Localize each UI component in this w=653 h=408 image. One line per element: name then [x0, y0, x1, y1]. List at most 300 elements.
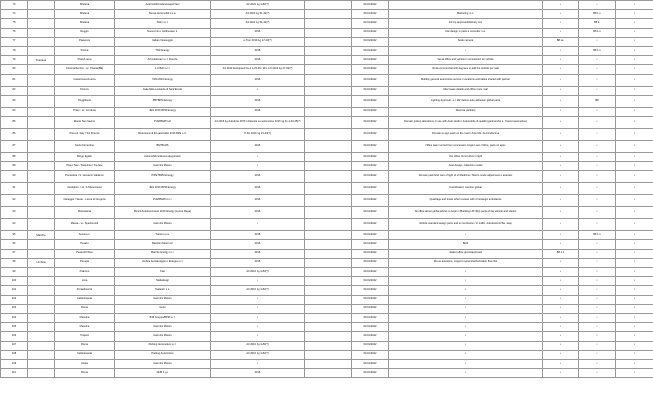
- flag-cell-3[interactable]: •: [616, 240, 653, 249]
- company-cell[interactable]: Garmiini Motors: [115, 162, 211, 171]
- note-cell[interactable]: Mo-ve autostore, support system/authorization flow this: [389, 258, 543, 267]
- date-cell[interactable]: 01/01/2022: [352, 304, 389, 313]
- city-cell[interactable]: Piacenza: [55, 37, 115, 46]
- date-cell[interactable]: 01/01/2022: [352, 249, 389, 258]
- company-cell[interactable]: TAM 2016 Energy: [115, 74, 211, 86]
- note-cell[interactable]: •: [389, 268, 543, 277]
- flag-cell-1[interactable]: •: [543, 350, 579, 359]
- row-number-cell[interactable]: 103: [1, 304, 28, 313]
- flag-cell-3[interactable]: •: [616, 56, 653, 65]
- flag-cell-1[interactable]: •: [543, 95, 579, 107]
- vehicle-cell[interactable]: A3 2022 1g 51-42(?): [211, 19, 305, 28]
- note-cell[interactable]: After lease details and office route mail: [389, 86, 543, 95]
- vehicle-cell[interactable]: 2016: [211, 183, 305, 195]
- city-cell[interactable]: Sesto Fiorentino: [55, 140, 115, 152]
- flag-cell-1[interactable]: •: [543, 341, 579, 350]
- vehicle-cell[interactable]: 2016: [211, 46, 305, 55]
- flag-cell-1[interactable]: B8 1.1: [543, 249, 579, 258]
- city-cell[interactable]: Messina: [55, 323, 115, 332]
- flag-cell-3[interactable]: •: [616, 369, 653, 378]
- flag-cell-3[interactable]: •: [616, 162, 653, 171]
- flag-cell-1[interactable]: •: [543, 19, 579, 28]
- vehicle-cell[interactable]: A3 2016 1g Autoforte 4970 / Altavista sa automotive 2016 1g 4s 1-23-45(?): [211, 116, 305, 128]
- flag-cell-1[interactable]: •: [543, 313, 579, 322]
- region-cell[interactable]: [28, 304, 55, 313]
- company-cell[interactable]: Garmiini Motors: [115, 332, 211, 341]
- row-number-cell[interactable]: 95: [1, 231, 28, 240]
- date-cell[interactable]: 01/01/2022: [352, 128, 389, 140]
- date-cell[interactable]: 01/01/2022: [352, 341, 389, 350]
- note-cell[interactable]: •: [389, 277, 543, 286]
- flag-cell-3[interactable]: •: [616, 195, 653, 207]
- company-cell[interactable]: PIPETBPM Energy: [115, 171, 211, 183]
- rating-cell[interactable]: [305, 162, 352, 171]
- note-cell[interactable]: Coordinated, mention global: [389, 183, 543, 195]
- note-cell[interactable]: •: [389, 359, 543, 368]
- city-cell[interactable]: Pontedera / S. Giovanni Valdarno: [55, 171, 115, 183]
- company-cell[interactable]: 1-0 B2C s.r.l.: [115, 65, 211, 74]
- company-cell[interactable]: Garmiini Motors: [115, 219, 211, 231]
- flag-cell-3[interactable]: •: [616, 152, 653, 161]
- region-cell[interactable]: [28, 249, 55, 258]
- city-cell[interactable]: Pisa / Tosc / Tarquinia / Tra fare: [55, 162, 115, 171]
- row-number-cell[interactable]: 75: [1, 19, 28, 28]
- flag-cell-2[interactable]: •: [579, 183, 616, 195]
- region-cell[interactable]: [28, 313, 55, 322]
- rating-cell[interactable]: [305, 86, 352, 95]
- date-cell[interactable]: 01/01/2022: [352, 359, 389, 368]
- company-cell[interactable]: Automobilimodenesi alegorazzo: [115, 152, 211, 161]
- company-cell[interactable]: PBTBPM Energy: [115, 95, 211, 107]
- row-number-cell[interactable]: 104: [1, 313, 28, 322]
- rating-cell[interactable]: [305, 219, 352, 231]
- city-cell[interactable]: Reggio: [55, 28, 115, 37]
- date-cell[interactable]: 01/01/2022: [352, 277, 389, 286]
- company-cell[interactable]: Gezo: [115, 304, 211, 313]
- vehicle-cell[interactable]: •: [211, 359, 305, 368]
- note-cell[interactable]: Venta office and vehicle in concession on vehicle: [389, 56, 543, 65]
- flag-cell-2[interactable]: •: [579, 116, 616, 128]
- date-cell[interactable]: 01/01/2022: [352, 231, 389, 240]
- vehicle-cell[interactable]: 2016: [211, 171, 305, 183]
- city-cell[interactable]: Aosta: [55, 359, 115, 368]
- flag-cell-1[interactable]: •: [543, 107, 579, 116]
- region-cell[interactable]: [28, 286, 55, 295]
- flag-cell-2[interactable]: •: [579, 37, 616, 46]
- flag-cell-1[interactable]: •: [543, 258, 579, 267]
- company-cell[interactable]: Parking Automotive: [115, 350, 211, 359]
- company-cell[interactable]: Nuova Automobili s.p.a.: [115, 10, 211, 19]
- company-cell[interactable]: Rimini Autolovernauto 2016 Energy (Lucca Mega): [115, 207, 211, 219]
- flag-cell-1[interactable]: •: [543, 162, 579, 171]
- region-cell[interactable]: Umbria: [28, 258, 55, 267]
- date-cell[interactable]: 01/01/2022: [352, 323, 389, 332]
- row-number-cell[interactable]: 89: [1, 162, 28, 171]
- flag-cell-3[interactable]: •: [616, 28, 653, 37]
- row-number-cell[interactable]: 79: [1, 56, 28, 65]
- flag-cell-2[interactable]: B8 1.1: [579, 46, 616, 55]
- city-cell[interactable]: Massa - sc. Spaziomodi: [55, 219, 115, 231]
- company-cell[interactable]: Trelsa s.p.a.: [115, 231, 211, 240]
- flag-cell-3[interactable]: •: [616, 95, 653, 107]
- flag-cell-3[interactable]: •: [616, 286, 653, 295]
- flag-cell-3[interactable]: •: [616, 86, 653, 95]
- flag-cell-1[interactable]: •: [543, 10, 579, 19]
- rating-cell[interactable]: [305, 95, 352, 107]
- row-number-cell[interactable]: 97: [1, 249, 28, 258]
- region-cell[interactable]: [28, 268, 55, 277]
- region-cell[interactable]: Toscana: [28, 56, 55, 65]
- flag-cell-2[interactable]: •: [579, 295, 616, 304]
- rating-cell[interactable]: [305, 240, 352, 249]
- vehicle-cell[interactable]: e-Tron 2019 1g 17-43(?): [211, 37, 305, 46]
- flag-cell-1[interactable]: •: [543, 140, 579, 152]
- vehicle-cell[interactable]: 2016: [211, 74, 305, 86]
- rating-cell[interactable]: [305, 46, 352, 55]
- flag-cell-1[interactable]: •: [543, 219, 579, 231]
- region-cell[interactable]: [28, 10, 55, 19]
- flag-cell-3[interactable]: •: [616, 65, 653, 74]
- vehicle-cell[interactable]: •: [211, 313, 305, 322]
- vehicle-cell[interactable]: •: [211, 332, 305, 341]
- flag-cell-1[interactable]: •: [543, 46, 579, 55]
- date-cell[interactable]: 01/01/2022: [352, 1, 389, 10]
- note-cell[interactable]: Vehicle standard assign parts and to conclusion / in traffic, Autotransmit Ba. Jeep: [389, 219, 543, 231]
- region-cell[interactable]: [28, 295, 55, 304]
- flag-cell-1[interactable]: •: [543, 207, 579, 219]
- city-cell[interactable]: Castiglion- / sc. S-Manentesto: [55, 183, 115, 195]
- row-number-cell[interactable]: 82: [1, 86, 28, 95]
- vehicle-cell[interactable]: A3 2016 1g 4-83(?): [211, 286, 305, 295]
- vehicle-cell[interactable]: 2016: [211, 207, 305, 219]
- flag-cell-3[interactable]: •: [616, 107, 653, 116]
- city-cell[interactable]: Lima: [55, 277, 115, 286]
- flag-cell-2[interactable]: •: [579, 207, 616, 219]
- company-cell[interactable]: Bartolini Motori srl: [115, 240, 211, 249]
- rating-cell[interactable]: [305, 323, 352, 332]
- date-cell[interactable]: 01/01/2022: [352, 313, 389, 322]
- row-number-cell[interactable]: 100: [1, 277, 28, 286]
- date-cell[interactable]: 01/01/2022: [352, 74, 389, 86]
- company-cell[interactable]: Nuova Inti e Gotthessen tr.: [115, 28, 211, 37]
- flag-cell-3[interactable]: •: [616, 171, 653, 183]
- company-cell[interactable]: Gala Nitta Leotarda di Sant'Ercole: [115, 86, 211, 95]
- flag-cell-3[interactable]: •: [616, 37, 653, 46]
- city-cell[interactable]: Pesaro: [55, 240, 115, 249]
- flag-cell-3[interactable]: •: [616, 304, 653, 313]
- company-cell[interactable]: JEG 2016 BPM Energy: [115, 183, 211, 195]
- note-cell[interactable]: B/20: [389, 240, 543, 249]
- note-cell[interactable]: •: [389, 286, 543, 295]
- vehicle-cell[interactable]: A3 2022 1g 4-83(?): [211, 1, 305, 10]
- city-cell[interactable]: Modena: [55, 19, 115, 28]
- city-cell[interactable]: Borgo Egidio: [55, 152, 115, 161]
- date-cell[interactable]: 01/01/2022: [352, 107, 389, 116]
- company-cell[interactable]: TAR Energy: [115, 46, 211, 55]
- vehicle-cell[interactable]: A3 2016 1g 4-83(?): [211, 350, 305, 359]
- region-cell[interactable]: [28, 19, 55, 28]
- flag-cell-2[interactable]: •: [579, 162, 616, 171]
- row-number-cell[interactable]: 73: [1, 1, 28, 10]
- vehicle-cell[interactable]: 2016: [211, 231, 305, 240]
- rating-cell[interactable]: [305, 350, 352, 359]
- note-cell[interactable]: •: [389, 295, 543, 304]
- date-cell[interactable]: 01/01/2022: [352, 350, 389, 359]
- row-number-cell[interactable]: 102: [1, 295, 28, 304]
- date-cell[interactable]: 01/01/2022: [352, 195, 389, 207]
- note-cell[interactable]: Domain pickup alterations in use with Auto studio / Automobile di qualità (partnership e, Transit automotive): [389, 116, 543, 128]
- flag-cell-3[interactable]: •: [616, 258, 653, 267]
- rating-cell[interactable]: [305, 304, 352, 313]
- flag-cell-1[interactable]: •: [543, 268, 579, 277]
- row-number-cell[interactable]: 86: [1, 128, 28, 140]
- rating-cell[interactable]: [305, 258, 352, 267]
- date-cell[interactable]: 01/01/2022: [352, 240, 389, 249]
- rating-cell[interactable]: [305, 1, 352, 10]
- flag-cell-2[interactable]: •: [579, 359, 616, 368]
- city-cell[interactable]: Monte San Savino: [55, 116, 115, 128]
- flag-cell-2[interactable]: •: [579, 219, 616, 231]
- region-cell[interactable]: Marche: [28, 231, 55, 240]
- flag-cell-2[interactable]: •: [579, 249, 616, 258]
- region-cell[interactable]: [28, 350, 55, 359]
- region-cell[interactable]: [28, 37, 55, 46]
- flag-cell-2[interactable]: •: [579, 268, 616, 277]
- region-cell[interactable]: [28, 162, 55, 171]
- flag-cell-2[interactable]: •: [579, 152, 616, 161]
- vehicle-cell[interactable]: 2016: [211, 107, 305, 116]
- row-number-cell[interactable]: 101: [1, 286, 28, 295]
- flag-cell-2[interactable]: B8: [579, 95, 616, 107]
- note-cell[interactable]: Sede camera: [389, 37, 543, 46]
- flag-cell-3[interactable]: •: [616, 323, 653, 332]
- vehicle-cell[interactable]: 2016: [211, 95, 305, 107]
- note-cell[interactable]: Dar design in paint e consultor n.a.: [389, 28, 543, 37]
- region-cell[interactable]: [28, 171, 55, 183]
- company-cell[interactable]: Parking Automotive s.r.l.: [115, 341, 211, 350]
- city-cell[interactable]: Prato/Lucca: [55, 56, 115, 65]
- flag-cell-1[interactable]: B8 se.: [543, 37, 579, 46]
- city-cell[interactable]: Pisa ed. Italy / Sci Firenze: [55, 128, 115, 140]
- date-cell[interactable]: 01/01/2022: [352, 258, 389, 267]
- row-number-cell[interactable]: 93: [1, 207, 28, 219]
- company-cell[interactable]: Garmiini Motors: [115, 295, 211, 304]
- date-cell[interactable]: 01/01/2022: [352, 95, 389, 107]
- flag-cell-1[interactable]: •: [543, 152, 579, 161]
- rating-cell[interactable]: [305, 268, 352, 277]
- note-cell[interactable]: •: [389, 323, 543, 332]
- flag-cell-3[interactable]: •: [616, 207, 653, 219]
- flag-cell-2[interactable]: •: [579, 195, 616, 207]
- vehicle-cell[interactable]: 2016: [211, 249, 305, 258]
- date-cell[interactable]: 01/01/2022: [352, 28, 389, 37]
- flag-cell-1[interactable]: •: [543, 359, 579, 368]
- company-cell[interactable]: Marche Energy s.r.l.: [115, 249, 211, 258]
- flag-cell-2[interactable]: •: [579, 286, 616, 295]
- row-number-cell[interactable]: 91: [1, 183, 28, 195]
- rating-cell[interactable]: [305, 56, 352, 65]
- row-number-cell[interactable]: 99: [1, 268, 28, 277]
- flag-cell-1[interactable]: •: [543, 323, 579, 332]
- rating-cell[interactable]: [305, 152, 352, 161]
- flag-cell-1[interactable]: •: [543, 65, 579, 74]
- region-cell[interactable]: [28, 195, 55, 207]
- region-cell[interactable]: [28, 95, 55, 107]
- vehicle-cell[interactable]: 2016: [211, 195, 305, 207]
- flag-cell-1[interactable]: •: [543, 116, 579, 128]
- note-cell[interactable]: •: [389, 332, 543, 341]
- flag-cell-2[interactable]: B8 1.1: [579, 28, 616, 37]
- flag-cell-3[interactable]: •: [616, 249, 653, 258]
- city-cell[interactable]: Ancona s.: [55, 231, 115, 240]
- date-cell[interactable]: 01/01/2022: [352, 37, 389, 46]
- flag-cell-1[interactable]: •: [543, 1, 579, 10]
- flag-cell-2[interactable]: •: [579, 369, 616, 378]
- note-cell[interactable]: Mobility general automotive service / Locations and tallies shared with partner: [389, 74, 543, 86]
- row-number-cell[interactable]: 96: [1, 240, 28, 249]
- company-cell[interactable]: Motorsummit ltd nationalist 2016 BPE s.r.l.: [115, 128, 211, 140]
- flag-cell-2[interactable]: •: [579, 350, 616, 359]
- row-number-cell[interactable]: 78: [1, 46, 28, 55]
- company-cell[interactable]: Taelearn s.s.: [115, 286, 211, 295]
- flag-cell-2[interactable]: •: [579, 56, 616, 65]
- row-number-cell[interactable]: 84: [1, 107, 28, 116]
- date-cell[interactable]: 01/01/2022: [352, 295, 389, 304]
- note-cell[interactable]: All office about global advise to begin / (Building LIP-40p) parts of the vehicle and station: [389, 207, 543, 219]
- row-number-cell[interactable]: 87: [1, 140, 28, 152]
- rating-cell[interactable]: [305, 369, 352, 378]
- rating-cell[interactable]: [305, 116, 352, 128]
- region-cell[interactable]: [28, 359, 55, 368]
- row-number-cell[interactable]: 106: [1, 332, 28, 341]
- vehicle-cell[interactable]: •: [211, 162, 305, 171]
- flag-cell-3[interactable]: •: [616, 116, 653, 128]
- rating-cell[interactable]: [305, 19, 352, 28]
- date-cell[interactable]: 01/01/2022: [352, 10, 389, 19]
- flag-cell-1[interactable]: •: [543, 74, 579, 86]
- flag-cell-3[interactable]: •: [616, 350, 653, 359]
- row-number-cell[interactable]: 108: [1, 350, 28, 359]
- city-cell[interactable]: Prato - sc. Cordona: [55, 107, 115, 116]
- vehicle-cell[interactable]: •: [211, 295, 305, 304]
- note-cell[interactable]: Auto design, collection model: [389, 162, 543, 171]
- company-cell[interactable]: Garmiini Motors: [115, 323, 211, 332]
- rating-cell[interactable]: [305, 277, 352, 286]
- date-cell[interactable]: 01/01/2022: [352, 56, 389, 65]
- region-cell[interactable]: [28, 219, 55, 231]
- vehicle-cell[interactable]: •: [211, 277, 305, 286]
- note-cell[interactable]: A3 trip approved/delivery sim: [389, 19, 543, 28]
- date-cell[interactable]: 01/01/2022: [352, 86, 389, 95]
- region-cell[interactable]: [28, 28, 55, 37]
- rating-cell[interactable]: [305, 195, 352, 207]
- date-cell[interactable]: 01/01/2022: [352, 152, 389, 161]
- region-cell[interactable]: [28, 207, 55, 219]
- row-number-cell[interactable]: 81: [1, 74, 28, 86]
- flag-cell-2[interactable]: •: [579, 128, 616, 140]
- company-cell[interactable]: JEG 2016 BPM Energy: [115, 107, 211, 116]
- flag-cell-2[interactable]: •: [579, 86, 616, 95]
- rating-cell[interactable]: [305, 37, 352, 46]
- row-number-cell[interactable]: 77: [1, 37, 28, 46]
- region-cell[interactable]: [28, 369, 55, 378]
- flag-cell-1[interactable]: •: [543, 286, 579, 295]
- region-cell[interactable]: [28, 128, 55, 140]
- rating-cell[interactable]: [305, 28, 352, 37]
- city-cell[interactable]: Modena: [55, 10, 115, 19]
- flag-cell-2[interactable]: •: [579, 258, 616, 267]
- note-cell[interactable]: Jacket office given/approved: [389, 249, 543, 258]
- flag-cell-1[interactable]: •: [543, 86, 579, 95]
- vehicle-cell[interactable]: •: [211, 219, 305, 231]
- row-number-cell[interactable]: 98: [1, 258, 28, 267]
- row-number-cell[interactable]: 88: [1, 152, 28, 161]
- rating-cell[interactable]: [305, 65, 352, 74]
- city-cell[interactable]: Pietrasanta: [55, 207, 115, 219]
- flag-cell-2[interactable]: •: [579, 171, 616, 183]
- rating-cell[interactable]: [305, 107, 352, 116]
- region-cell[interactable]: [28, 341, 55, 350]
- note-cell[interactable]: •: [389, 313, 543, 322]
- rating-cell[interactable]: [305, 295, 352, 304]
- flag-cell-1[interactable]: •: [543, 277, 579, 286]
- vehicle-cell[interactable]: 2016: [211, 56, 305, 65]
- flag-cell-3[interactable]: •: [616, 19, 653, 28]
- region-cell[interactable]: [28, 323, 55, 332]
- company-cell[interactable]: Kiwi: [115, 268, 211, 277]
- flag-cell-2[interactable]: •: [579, 304, 616, 313]
- flag-cell-2[interactable]: •: [579, 323, 616, 332]
- flag-cell-1[interactable]: •: [543, 231, 579, 240]
- city-cell[interactable]: Poggibonsi: [55, 95, 115, 107]
- flag-cell-3[interactable]: •: [616, 313, 653, 322]
- flag-cell-2[interactable]: •: [579, 140, 616, 152]
- flag-cell-3[interactable]: •: [616, 268, 653, 277]
- region-cell[interactable]: [28, 74, 55, 86]
- row-number-cell[interactable]: 105: [1, 323, 28, 332]
- date-cell[interactable]: 01/01/2022: [352, 369, 389, 378]
- city-cell[interactable]: Parma: [55, 46, 115, 55]
- note-cell[interactable]: Quadrage and travel other reviews with of strategic ambulance: [389, 195, 543, 207]
- flag-cell-2[interactable]: B8 1.1: [579, 231, 616, 240]
- vehicle-cell[interactable]: A3 2022 1g 51-42(?): [211, 10, 305, 19]
- flag-cell-3[interactable]: •: [616, 74, 653, 86]
- date-cell[interactable]: 01/01/2022: [352, 171, 389, 183]
- city-cell[interactable]: Pesaro/Urbino: [55, 249, 115, 258]
- city-cell[interactable]: Caltanissetta: [55, 295, 115, 304]
- date-cell[interactable]: 01/01/2022: [352, 286, 389, 295]
- flag-cell-2[interactable]: B8 1.1: [579, 10, 616, 19]
- flag-cell-2[interactable]: •: [579, 65, 616, 74]
- note-cell[interactable]: Reverse partition: [389, 107, 543, 116]
- vehicle-cell[interactable]: 2016: [211, 28, 305, 37]
- flag-cell-1[interactable]: •: [543, 332, 579, 341]
- date-cell[interactable]: 01/01/2022: [352, 162, 389, 171]
- date-cell[interactable]: 01/01/2022: [352, 46, 389, 55]
- flag-cell-2[interactable]: •: [579, 313, 616, 322]
- row-number-cell[interactable]: 109: [1, 359, 28, 368]
- rating-cell[interactable]: [305, 171, 352, 183]
- vehicle-cell[interactable]: •: [211, 304, 305, 313]
- flag-cell-2[interactable]: •: [579, 74, 616, 86]
- date-cell[interactable]: 01/01/2022: [352, 268, 389, 277]
- row-number-cell[interactable]: 107: [1, 341, 28, 350]
- flag-cell-3[interactable]: •: [616, 231, 653, 240]
- note-cell[interactable]: •: [389, 369, 543, 378]
- flag-cell-1[interactable]: •: [543, 295, 579, 304]
- region-cell[interactable]: [28, 116, 55, 128]
- city-cell[interactable]: Modena: [55, 1, 115, 10]
